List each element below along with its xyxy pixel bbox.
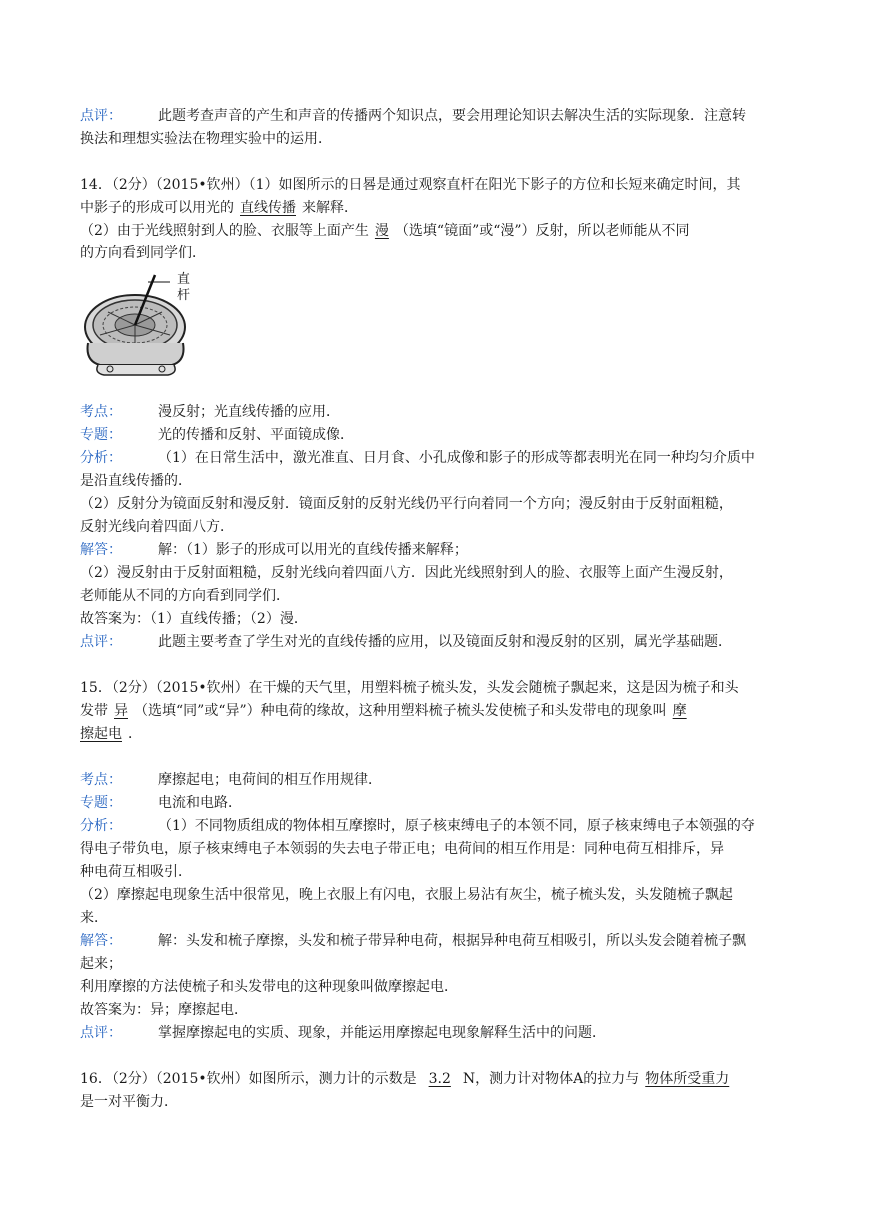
comment-label: 点评： — [80, 108, 122, 124]
q14-stem-line1: 14．（2分）（2015•钦州）（1）如图所示的日晷是通过观察直杆在阳光下影子的方位和长短来确定时间，其 — [80, 177, 741, 193]
q14-jieda: 解答： 解：（1）影子的形成可以用光的直线传播来解释； — [80, 539, 468, 561]
q14-zhuanti: 专题： 光的传播和反射、平面镜成像． — [80, 424, 354, 446]
q16-answer-2: 物体所受重力 — [645, 1071, 730, 1087]
q15-jieda-4: 故答案为：异；摩擦起电． — [80, 1002, 248, 1018]
q14-dianping: 点评： 此题主要考查了学生对光的直线传播的应用，以及镜面反射和漫反射的区别，属光学基础题． — [80, 631, 732, 653]
q16-stem-line1: 16．（2分）（2015•钦州）如图所示，测力计的示数是 3.2 N，测力计对物体A的拉力与 物体所受重力 — [80, 1068, 735, 1090]
q14-stem-line2: 中影子的形成可以用光的 直线传播 来解释． — [80, 200, 358, 216]
q14-fenxi-3: （2）反射分为镜面反射和漫反射．镜面反射的反射光线仍平行向着同一个方向；漫反射由于反射面粗糙， — [80, 496, 733, 512]
q14-stem-line4: 的方向看到同学们． — [80, 245, 206, 261]
q15-stem-line3: 擦起电 ． — [80, 726, 142, 742]
zhuanti-label: 专题： — [80, 427, 122, 443]
q15-fenxi: 分析： （1）不同物质组成的物体相互摩擦时，原子核束缚电子的本领不同，原子核束缚电子本领强的夺 — [80, 815, 755, 837]
q15-zhuanti: 专题： 电流和电路． — [80, 792, 242, 814]
q15-fenxi-5: 来． — [80, 910, 108, 926]
q15-fenxi-4: （2）摩擦起电现象生活中很常见，晚上衣服上有闪电，衣服上易沾有灰尘，梳子梳头发，头发随梳子飘起 — [80, 887, 733, 903]
q15-jieda-2: 起来； — [80, 956, 122, 972]
fenxi-label: 分析： — [80, 450, 122, 466]
dianping-label: 点评： — [80, 634, 122, 650]
q15-answer-2a: 摩 — [672, 703, 687, 719]
q15-answer-1: 异 — [114, 703, 128, 719]
q14-stem-line3: （2）由于光线照射到人的脸、衣服等上面产生 漫 （选填“镜面”或“漫”）反射，所以老师能从不同 — [80, 223, 690, 239]
comment-text: 此题考查声音的产生和声音的传播两个知识点，要会用理论知识去解决生活的实际现象．注意转 — [158, 108, 746, 124]
q15-dianping: 点评： 掌握摩擦起电的实质、现象，并能运用摩擦起电现象解释生活中的问题． — [80, 1022, 606, 1044]
sundial-drawing — [85, 275, 185, 375]
q14-fenxi: 分析： （1）在日常生活中，激光准直、日月食、小孔成像和影子的形成等都表明光在同一种均匀介质中 — [80, 447, 755, 469]
q14-jieda-2: （2）漫反射由于反射面粗糙，反射光线向着四面八方．因此光线照射到人的脸、衣服等上面产生漫反射， — [80, 565, 733, 581]
prev-comment-line — [80, 105, 746, 127]
q14-kaodian: 考点： 漫反射；光直线传播的应用． — [80, 401, 340, 423]
sundial-figure — [80, 265, 195, 377]
dianping-label: 点评： — [80, 1025, 122, 1041]
q15-fenxi-2: 得电子带负电，原子核束缚电子本领弱的失去电子带正电；电荷间的相互作用是：同种电荷互相排斥，异 — [80, 841, 724, 857]
q15-jieda: 解答： 解：头发和梳子摩擦，头发和梳子带异种电荷，根据异种电荷互相吸引，所以头发会随着梳子飘 — [80, 930, 746, 952]
q15-stem-line2: 发带 异 （选填“同”或“异”）种电荷的缘故，这种用塑料梳子梳头发使梳子和头发带电的现象叫 摩 — [80, 700, 693, 722]
jieda-label: 解答： — [80, 542, 122, 558]
q14-answer-1: 直线传播 — [240, 200, 296, 216]
q15-kaodian: 考点： 摩擦起电；电荷间的相互作用规律． — [80, 769, 382, 791]
kaodian-label: 考点： — [80, 772, 122, 788]
q14-fenxi-4: 反射光线向着四面八方． — [80, 519, 234, 535]
q15-jieda-3: 利用摩擦的方法使梳子和头发带电的这种现象叫做摩擦起电． — [80, 979, 458, 995]
q14-fenxi-2: 是沿直线传播的． — [80, 473, 192, 489]
prev-comment-cont: 换法和理想实验法在物理实验中的运用． — [80, 131, 332, 147]
q15-stem-line1: 15．（2分）（2015•钦州）在干燥的天气里，用塑料梳子梳头发，头发会随梳子飘起来，这是因为梳子和头 — [80, 680, 739, 696]
q16-stem-line2: 是一对平衡力． — [80, 1094, 178, 1110]
q15-fenxi-3: 种电荷互相吸引． — [80, 864, 192, 880]
figure-label-gan: 杆 — [177, 288, 191, 303]
zhuanti-label: 专题： — [80, 795, 122, 811]
jieda-label: 解答： — [80, 933, 122, 949]
q14-answer-2: 漫 — [374, 223, 389, 239]
kaodian-label: 考点： — [80, 404, 122, 420]
q16-answer-1: 3.2 — [428, 1071, 451, 1087]
q14-jieda-3: 老师能从不同的方向看到同学们． — [80, 588, 290, 604]
q14-jieda-4: 故答案为：（1）直线传播；（2）漫． — [80, 611, 308, 627]
q15-answer-2b: 擦起电 — [80, 726, 122, 742]
figure-label-zhi: 直 — [177, 272, 191, 287]
fenxi-label: 分析： — [80, 818, 122, 834]
